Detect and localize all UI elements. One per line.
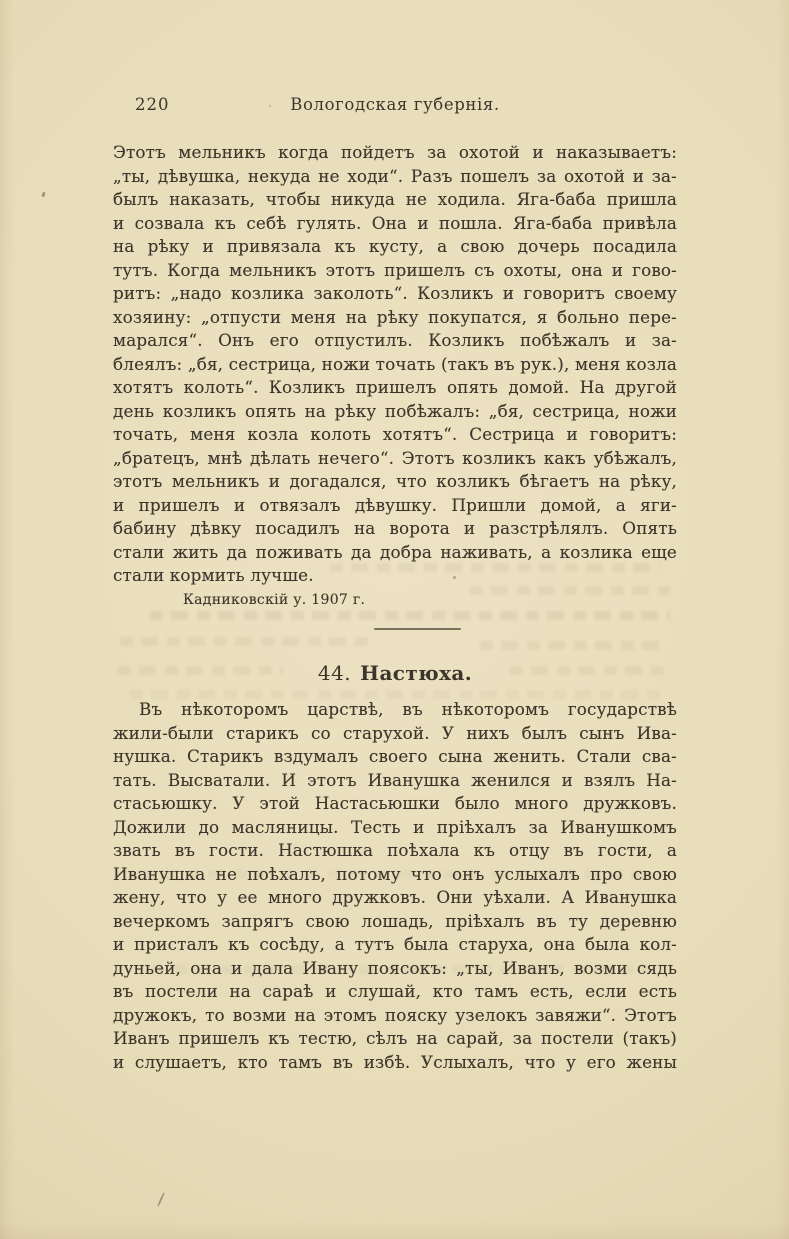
text-line: нушка. Старикъ вздумалъ своего сына женить. Стали сва-: [113, 746, 677, 766]
text-line: хотятъ колоть“. Козликъ пришелъ опять домой. На другой: [113, 377, 677, 397]
text-line: „братецъ, мнѣ дѣлать нечего“. Этотъ козликъ какъ убѣжалъ,: [113, 447, 677, 468]
attribution: Кадниковскій у. 1907 г.: [183, 592, 366, 608]
text-line: ритъ: „надо козлика заколоть“. Козликъ и говоритъ своему: [113, 283, 677, 303]
text-line: звать въ гости. Настюшка поѣхала къ отцу въ гости, а: [113, 840, 677, 860]
text-line: тутъ. Когда мельникъ этотъ пришелъ съ охоты, она и гово-: [113, 259, 677, 280]
ink-speck: [41, 192, 45, 198]
bleedthrough-artifact: [480, 641, 665, 650]
text-line: вечеркомъ запрягъ свою лошадь, пріѣхалъ въ ту деревню: [113, 910, 677, 931]
text-line: Иванъ пришелъ къ тестю, сѣлъ на сарай, за постели (такъ): [113, 1028, 677, 1048]
text-line: марался“. Онъ его отпустилъ. Козликъ побѣжалъ и за-: [113, 330, 677, 350]
heading-number: 44.: [317, 661, 352, 685]
text-line: жену, что у ее много дружковъ. Они уѣхали. А Иванушка: [113, 887, 677, 907]
text-line: и слушаетъ, кто тамъ въ избѣ. Услыхалъ, что у его жены: [113, 1051, 677, 1072]
text-line: „ты, дѣвушка, некуда не ходи“. Разъ пошелъ за охотой и за-: [113, 165, 677, 186]
section-heading: [113, 660, 677, 686]
text-line: Иванушка не поѣхалъ, потому что онъ услыхалъ про свою: [113, 863, 677, 884]
ink-speck: [269, 105, 271, 107]
text-line: дуньей, она и дала Ивану поясокъ: „ты, Иванъ, возми сядь: [113, 957, 677, 978]
running-head: [113, 95, 677, 117]
text-line: въ постели на сараѣ и слушай, кто тамъ есть, если есть: [113, 981, 677, 1001]
story-text-nastyukha: [113, 698, 677, 1074]
text-line: Этотъ мельникъ когда пойдетъ за охотой и наказываетъ:: [113, 142, 677, 162]
text-line: стали жить да поживать да добра наживать, а козлика еще: [113, 541, 677, 562]
text-line: Въ нѣкоторомъ царствѣ, въ нѣкоторомъ государствѣ: [139, 699, 677, 719]
text-line: и созвала къ себѣ гулять. Она и пошла. Яга-баба привѣла: [113, 212, 677, 233]
running-title: Вологодская губернія.: [290, 95, 500, 114]
text-line: былъ наказать, чтобы никуда не ходила. Яга-баба пришла: [113, 189, 677, 209]
bleedthrough-artifact: [150, 611, 670, 620]
text-line: стасьюшку. У этой Настасьюшки было много дружковъ.: [113, 793, 677, 813]
text-line: на рѣку и привязала къ кусту, а свою дочерь посадила: [113, 236, 677, 256]
text-line: день козликъ опять на рѣку побѣжалъ: „бя, сестрица, ножи: [113, 400, 677, 421]
text-line: этотъ мельникъ и догадался, что козликъ бѣгаетъ на рѣку,: [113, 471, 677, 491]
text-line: бабину дѣвку посадилъ на ворота и разстрѣлялъ. Опять: [113, 518, 677, 538]
text-line: дружокъ, то возми на этомъ пояску узелокъ завяжи“. Этотъ: [113, 1004, 677, 1025]
text-line: и пришелъ и отвязалъ дѣвушку. Пришли домой, а яги-: [113, 494, 677, 515]
story-text-previous-tale: [113, 141, 677, 588]
text-line: стали кормить лучше.: [113, 565, 314, 585]
text-line: жили-были старикъ со старухой. У нихъ былъ сынъ Ива-: [113, 722, 677, 743]
bleedthrough-artifact: [120, 637, 370, 646]
page-number: 220: [135, 95, 170, 114]
pen-mark: [157, 1192, 165, 1207]
ink-speck: [453, 576, 456, 579]
text-line: блеялъ: „бя, сестрица, ножи точать (такъ въ рук.), меня козла: [113, 353, 677, 374]
heading-title: Настюха.: [360, 661, 473, 685]
text-line: и присталъ къ сосѣду, а тутъ была старуха, она была кол-: [113, 934, 677, 954]
text-line: хозяину: „отпусти меня на рѣку покупатся, я больно пере-: [113, 306, 677, 327]
text-line: Дожили до масляницы. Тесть и пріѣхалъ за Иванушкомъ: [113, 816, 677, 837]
text-line: тать. Высватали. И этотъ Иванушка женился и взялъ На-: [113, 769, 677, 790]
text-line: точать, меня козла колоть хотятъ“. Сестрица и говоритъ:: [113, 424, 677, 444]
divider-rule: [374, 628, 461, 630]
